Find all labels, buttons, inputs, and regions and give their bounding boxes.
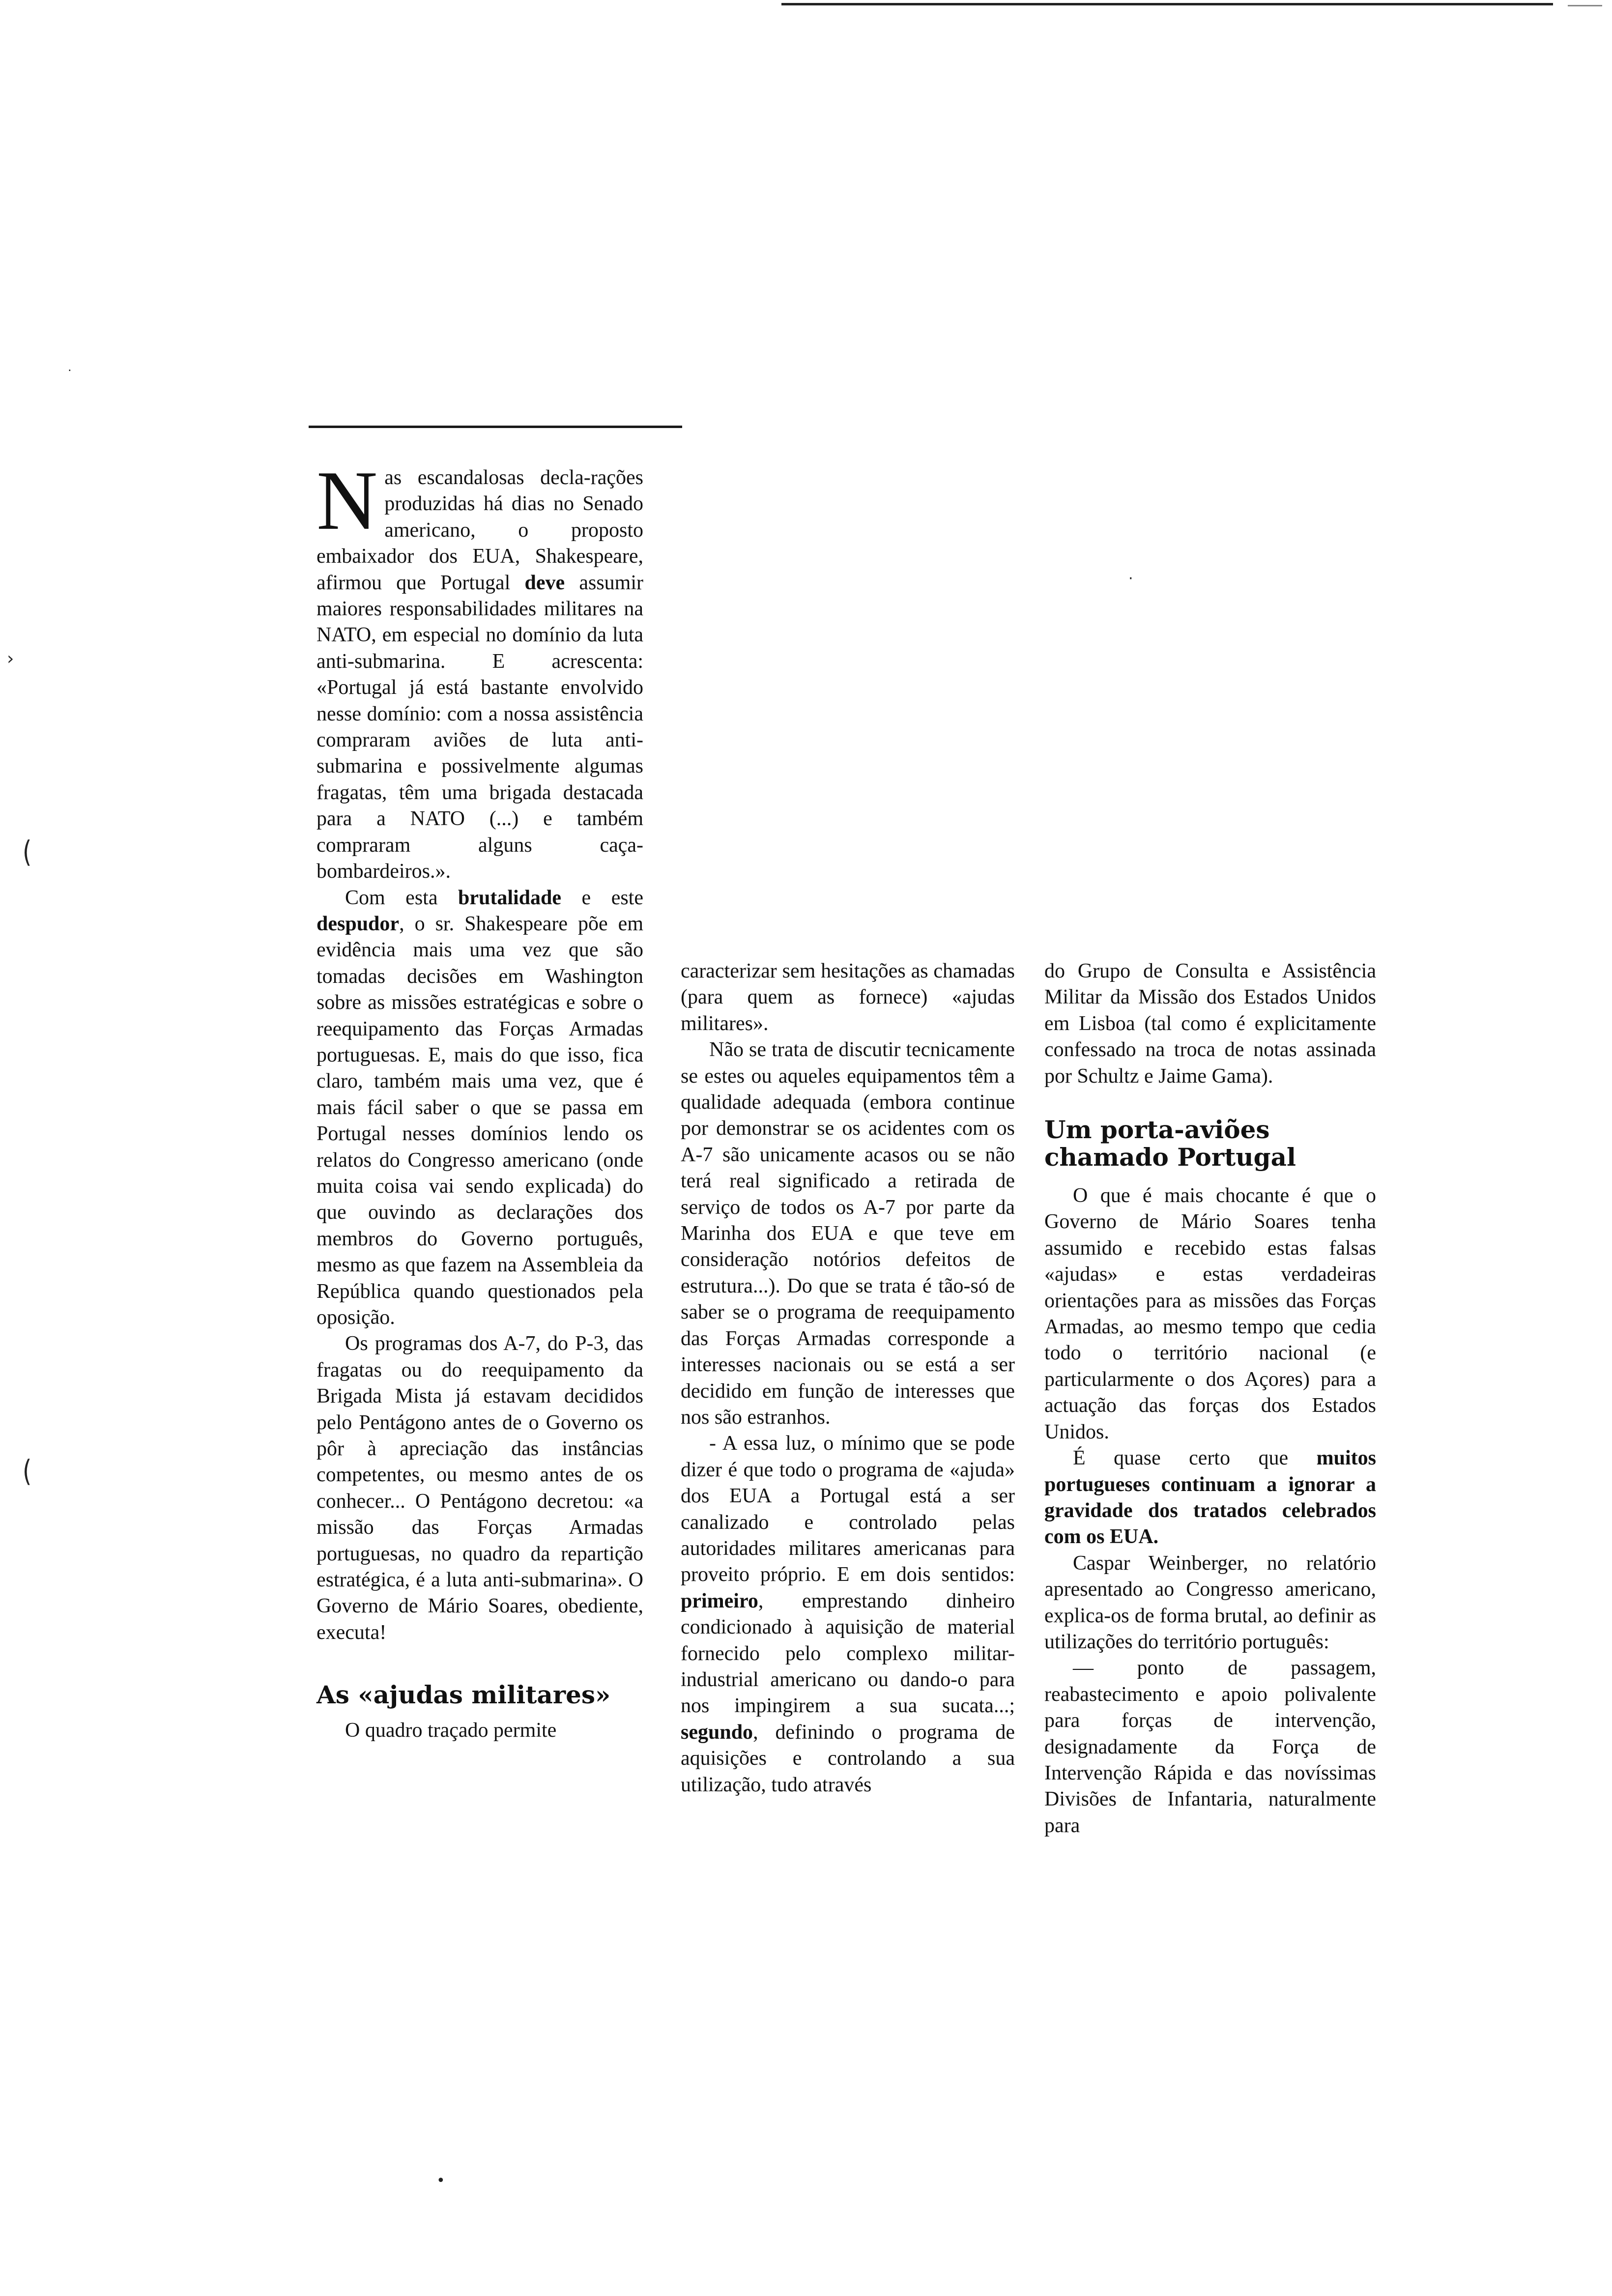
- text-run: , definindo o programa de aquisições e controlando a sua utilização, tudo através: [681, 1721, 1015, 1796]
- paragraph: do Grupo de Consulta e Assistência Militar da Missão dos Estados Unidos em Lisboa (tal como é explicitamente confessado na troca de notas assinada por Schultz e Jaime Gama).: [1044, 960, 1376, 1088]
- bold-text: segundo: [681, 1721, 753, 1744]
- article-column-3: [1044, 958, 1376, 1839]
- section-heading: Um porta-aviões chamado Portugal: [1044, 1115, 1296, 1172]
- paragraph: Os programas dos A-7, do P-3, das fragatas ou do reequipamento da Brigada Mista já estavam decididos pelo Pentágono antes de o Governo os pôr à apreciação das instâncias competentes, ou mesmo antes de os conhecer... O Pentágono decretou: «a missão das Forças Armadas portuguesas, no quadro da repartição estratégica, é a luta anti-submarina». O Governo de Mário Soares, obediente, executa!: [317, 1332, 643, 1644]
- top-dash: [1568, 5, 1602, 6]
- top-rule: [781, 3, 1553, 5]
- paragraph: [317, 885, 643, 1331]
- paragraph: Não se trata de discutir tecnicamente se estes ou aqueles equipamentos têm a qualidade adequada (embora continue por demonstrar se os acidentes com os A-7 são unicamente acasos ou se não terá real significado a retirada de serviço de todos os A-7 por parte da Marinha dos EUA e que teve em consideração notórios defeitos de estrutura...). Do que se trata é tão-só de saber se o programa de reequipamento das Forças Armadas corresponde a interesses nacionais ou se está a ser decidido em função de interesses que nos são estranhos.: [681, 1038, 1015, 1429]
- bold-text: despudor: [317, 912, 400, 935]
- text-run: as escandalosas decla-rações produzidas há dias no Senado americano, o proposto embaixador dos EUA, Shakespeare, afirmou que Portugal: [317, 466, 643, 594]
- paragraph: [317, 454, 644, 885]
- drop-cap: N: [317, 454, 378, 547]
- margin-mark: ›: [7, 649, 14, 669]
- text-run: , emprestando dinheiro condicionado à aquisição de material fornecido pelo complexo militar-industrial americano ou dando-o para nos impingirem a sua sucata...;: [681, 1589, 1015, 1718]
- text-run: e este: [561, 886, 643, 909]
- column-rule: [309, 426, 682, 428]
- text-run: , o sr. Shakespeare põe em evidência mais uma vez que são tomadas decisões em Washington sobre as missões estratégicas e sobre o reequipamento das Forças Armadas portuguesas. E, mais do que isso, fica claro, também mais uma vez, que é mais fácil saber o que se passa em Portugal nesses domínios lendo os relatos do Congresso americano (onde muita coisa vai sendo explicada) do que ouvindo as declarações dos membros do Governo português, mesmo as que fazem na Assembleia da República quando questionados pela oposição.: [317, 912, 643, 1329]
- article-column-2: [681, 958, 1015, 1798]
- margin-mark: ‿: [24, 840, 59, 865]
- margin-mark: ‿: [24, 1460, 59, 1484]
- text-run: assumir maiores responsabilidades militares na NATO, em especial no domínio da luta anti-submarina. E acrescenta: «Portugal já está bastante envolvido nesse domínio: com a nossa assistência compraram aviões de luta anti-submarina e possivelmente algumas fragatas, têm uma brigada destacada para a NATO (...) e também compraram alguns caça-bombardeiros.».: [317, 571, 644, 883]
- margin-mark: •: [436, 2172, 445, 2189]
- paragraph: — ponto de passagem, reabastecimento e apoio polivalente para forças de intervenção, designadamente da Força de Intervenção Rápida e das novíssimas Divisões de Infantaria, naturalmente para: [1044, 1657, 1376, 1837]
- text-run: É quase certo que: [1073, 1447, 1317, 1470]
- paragraph: [1044, 1445, 1376, 1550]
- paragraph: [681, 1431, 1015, 1798]
- paragraph: O quadro traçado permite: [345, 1719, 557, 1742]
- bold-text: deve: [524, 571, 565, 594]
- bold-text: brutalidade: [458, 886, 562, 909]
- margin-mark: ·: [1128, 570, 1133, 587]
- section-heading: As «ajudas militares»: [317, 1680, 611, 1710]
- paragraph: caracterizar sem hesitações as chamadas (para quem as fornece) «ajudas militares».: [681, 960, 1015, 1035]
- margin-mark: ·: [68, 364, 72, 377]
- paragraph: O que é mais chocante é que o Governo de Mário Soares tenha assumido e recebido estas falsas «ajudas» e estas verdadeiras orientações para as missões das Forças Armadas, ao mesmo tempo que cedia todo o território nacional (e particularmente o dos Açores) para a actuação das forças dos Estados Unidos.: [1044, 1184, 1376, 1443]
- bold-text: muitos portugueses continuam a ignorar a gravidade dos tratados celebrados com os EUA.: [1044, 1447, 1376, 1549]
- article-column-1: [317, 454, 644, 1744]
- bold-text: primeiro: [681, 1589, 758, 1612]
- text-run: Com esta: [345, 886, 458, 909]
- text-run: - A essa luz, o mínimo que se pode dizer é que todo o programa de «ajuda» dos EUA a Portugal está a ser canalizado e controlado pelas autoridades militares americanas para proveito próprio. E em dois sentidos:: [681, 1432, 1015, 1586]
- paragraph: Caspar Weinberger, no relatório apresentado ao Congresso americano, explica-os de forma brutal, ao definir as utilizações do território português:: [1044, 1551, 1376, 1653]
